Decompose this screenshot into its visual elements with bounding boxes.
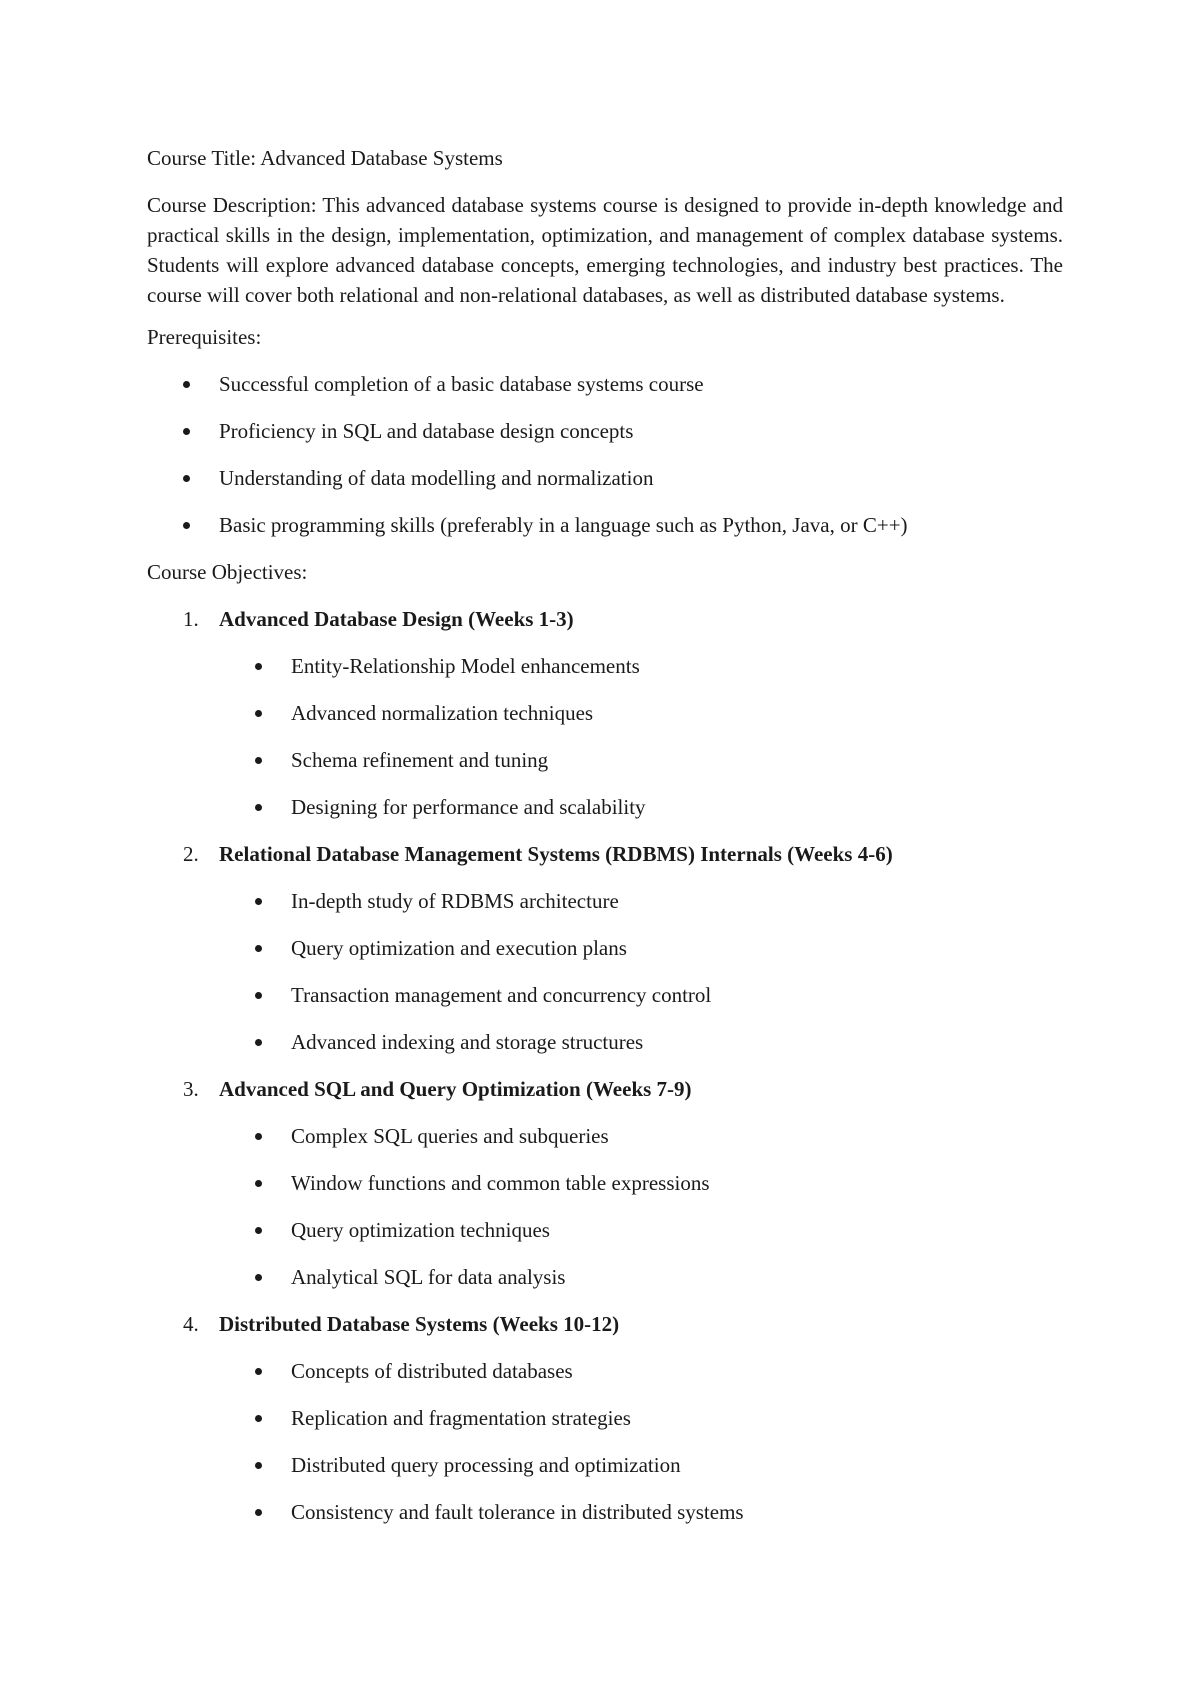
objective-number: 1. — [183, 607, 199, 631]
objective-topics — [219, 1356, 1063, 1527]
list-item-text: Transaction management and concurrency control — [291, 983, 712, 1007]
list-item-text: Analytical SQL for data analysis — [291, 1265, 566, 1289]
list-item-text: Window functions and common table expressions — [291, 1171, 710, 1195]
objective-item — [147, 604, 1063, 822]
list-item-text: Proficiency in SQL and database design concepts — [219, 419, 634, 443]
bullet-icon — [255, 1133, 262, 1140]
list-item — [219, 792, 1063, 822]
objective-number: 4. — [183, 1312, 199, 1336]
prerequisites-list — [147, 369, 1063, 540]
list-item — [219, 933, 1063, 963]
list-item — [147, 510, 1063, 540]
list-item — [219, 745, 1063, 775]
bullet-icon — [255, 1415, 262, 1422]
list-item-text: Distributed query processing and optimization — [291, 1453, 681, 1477]
list-item — [219, 1168, 1063, 1198]
bullet-icon — [183, 428, 190, 435]
objective-item — [147, 1309, 1063, 1527]
prerequisites-heading: Prerequisites: — [147, 325, 262, 349]
list-item-text: Query optimization and execution plans — [291, 936, 627, 960]
list-item-text: In-depth study of RDBMS architecture — [291, 889, 619, 913]
bullet-icon — [255, 1227, 262, 1234]
list-item — [219, 980, 1063, 1010]
objectives-list — [147, 604, 1063, 1527]
objectives-heading: Course Objectives: — [147, 560, 308, 584]
list-item — [219, 1215, 1063, 1245]
objective-topics — [219, 651, 1063, 822]
objective-title: Distributed Database Systems (Weeks 10-12) — [219, 1312, 620, 1336]
bullet-icon — [183, 475, 190, 482]
bullet-icon — [183, 522, 190, 529]
list-item — [147, 369, 1063, 399]
bullet-icon — [255, 1368, 262, 1375]
objective-title: Advanced Database Design (Weeks 1-3) — [219, 607, 574, 631]
bullet-icon — [255, 663, 262, 670]
list-item-text: Concepts of distributed databases — [291, 1359, 573, 1383]
list-item — [219, 1121, 1063, 1151]
document-page — [147, 143, 1063, 1544]
objective-topics — [219, 1121, 1063, 1292]
bullet-icon — [255, 898, 262, 905]
list-item — [219, 1403, 1063, 1433]
list-item-text: Consistency and fault tolerance in distributed systems — [291, 1500, 744, 1524]
objective-item — [147, 839, 1063, 1057]
bullet-icon — [183, 381, 190, 388]
list-item-text: Schema refinement and tuning — [291, 748, 549, 772]
bullet-icon — [255, 992, 262, 999]
objective-title: Advanced SQL and Query Optimization (Weeks 7-9) — [219, 1077, 692, 1101]
list-item — [147, 416, 1063, 446]
list-item — [219, 1262, 1063, 1292]
list-item — [219, 1497, 1063, 1527]
list-item-text: Entity-Relationship Model enhancements — [291, 654, 640, 678]
course-title: Course Title: Advanced Database Systems — [147, 146, 503, 170]
list-item — [219, 886, 1063, 916]
objective-title: Relational Database Management Systems (RDBMS) Internals (Weeks 4-6) — [219, 842, 893, 866]
bullet-icon — [255, 1180, 262, 1187]
objective-number: 3. — [183, 1077, 199, 1101]
bullet-icon — [255, 710, 262, 717]
list-item-text: Successful completion of a basic database systems course — [219, 372, 704, 396]
list-item-text: Designing for performance and scalability — [291, 795, 646, 819]
bullet-icon — [255, 804, 262, 811]
list-item-text: Advanced indexing and storage structures — [291, 1030, 644, 1054]
course-description: Course Description: This advanced database systems course is designed to provide in-depth knowledge and practical skills in the design, implementation, optimization, and management of complex database systems. Students will explore advanced database concepts, emerging technologies, and industry best practices. The course will cover both relational and non-relational databases, as well as distributed database systems. — [147, 193, 1063, 307]
objective-topics — [219, 886, 1063, 1057]
list-item-text: Understanding of data modelling and normalization — [219, 466, 654, 490]
list-item — [219, 1027, 1063, 1057]
list-item-text: Basic programming skills (preferably in a language such as Python, Java, or C++) — [219, 513, 908, 537]
list-item-text: Replication and fragmentation strategies — [291, 1406, 631, 1430]
bullet-icon — [255, 1509, 262, 1516]
list-item-text: Query optimization techniques — [291, 1218, 550, 1242]
bullet-icon — [255, 757, 262, 764]
list-item — [219, 1356, 1063, 1386]
list-item-text: Complex SQL queries and subqueries — [291, 1124, 609, 1148]
bullet-icon — [255, 1462, 262, 1469]
bullet-icon — [255, 945, 262, 952]
list-item — [147, 463, 1063, 493]
objective-item — [147, 1074, 1063, 1292]
list-item — [219, 651, 1063, 681]
list-item — [219, 1450, 1063, 1480]
list-item — [219, 698, 1063, 728]
objective-number: 2. — [183, 842, 199, 866]
list-item-text: Advanced normalization techniques — [291, 701, 594, 725]
bullet-icon — [255, 1039, 262, 1046]
bullet-icon — [255, 1274, 262, 1281]
